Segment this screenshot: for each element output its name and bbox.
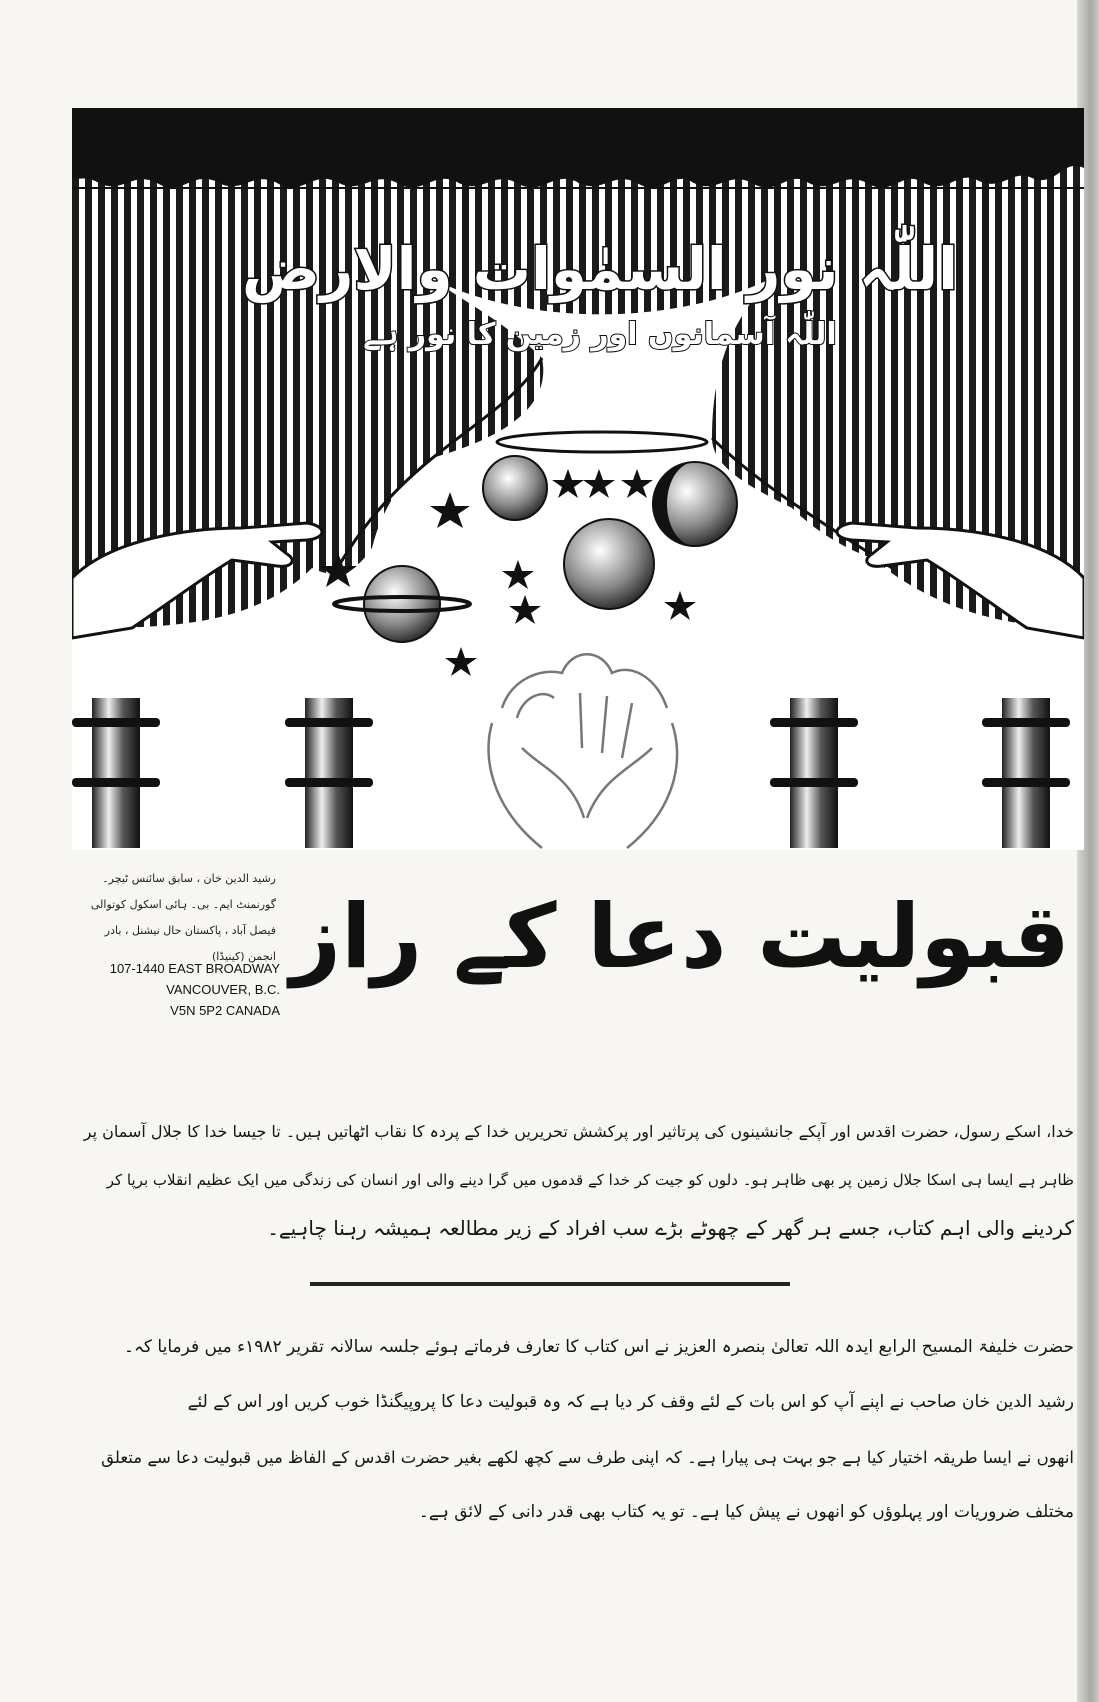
cover-illustration — [72, 108, 1084, 850]
author-line: فیصل آباد ، پاکستان حال نیشنل ، بادر انجمن (کینیڈا) — [104, 924, 276, 963]
description-line: خدا، اسکے رسول، حضرت اقدس اور آپکے جانشینوں کی پرتاثیر اور پرکشش تحریریں خدا کے پردہ کا نقاب اٹھاتیں ہیں۔ تا جیسا خدا کا جلال آسمان پر — [83, 1122, 1074, 1141]
heading-urdu: اللّٰہ آسمانوں اور زمین کا نور ہے — [363, 317, 837, 352]
quote-line: حضرت خلیفۃ المسیح الرابع ایدہ اللہ تعالیٰ بنصرہ العزیز نے اس کتاب کا تعارف فرماتے ہوئے جلسہ سالانہ تقریر ۱۹۸۲ء میں فرمایا کہ۔ — [124, 1337, 1074, 1357]
description-paragraph — [80, 1108, 1074, 1252]
quote-line: مختلف ضروریات اور پہلوؤں کو انھوں نے پیش کیا ہے۔ تو یہ کتاب بھی قدر دانی کے لائق ہے۔ — [418, 1502, 1074, 1522]
description-line: ظاہر ہے ایسا ہی اسکا جلال زمین پر بھی ظاہر ہو۔ دلوں کو جیت کر خدا کے قدموں میں گرا دینے والی اور انسان کی زندگی میں ایک عظیم انقلاب برپا کر — [106, 1171, 1074, 1189]
heading-arabic: اللّٰہ نور السمٰوات والارض — [241, 235, 959, 303]
quote-paragraph — [80, 1320, 1074, 1540]
quote-line: انھوں نے ایسا طریقہ اختیار کیا ہے جو بہت ہی پیارا ہے۔ کہ اپنی طرف سے کچھ لکھے بغیر حضرت اقدس کے الفاظ میں قبولیت دعا سے متعلق — [101, 1448, 1074, 1467]
author-line: گورنمنٹ ایم۔ بی۔ ہائی اسکول کوتوالی — [90, 898, 276, 911]
quote-line: رشید الدین خان صاحب نے اپنے آپ کو اس بات کے لئے وقف کر دیا ہے کہ وہ قبولیت دعا کا پروپیگنڈا خوب کریں اور اس کے لئے — [187, 1392, 1074, 1412]
description-line: کردینے والی اہم کتاب، جسے ہر گھر کے چھوٹے بڑے سب افراد کے زیر مطالعہ ہمیشہ رہنا چاہیے۔ — [267, 1216, 1074, 1240]
address-line: 107-1440 EAST BROADWAY — [109, 961, 280, 976]
address-line: V5N 5P2 CANADA — [170, 1003, 280, 1018]
curtain-valance — [72, 108, 1084, 188]
address-line: VANCOUVER, B.C. — [166, 982, 280, 997]
author-info — [76, 866, 276, 970]
book-title: قبولیت دعا کے راز — [290, 885, 1070, 988]
section-divider — [310, 1282, 790, 1286]
author-line: رشید الدین خان ، سابق سائنس ٹیچر۔ — [102, 872, 276, 885]
mailing-address — [80, 958, 280, 1021]
